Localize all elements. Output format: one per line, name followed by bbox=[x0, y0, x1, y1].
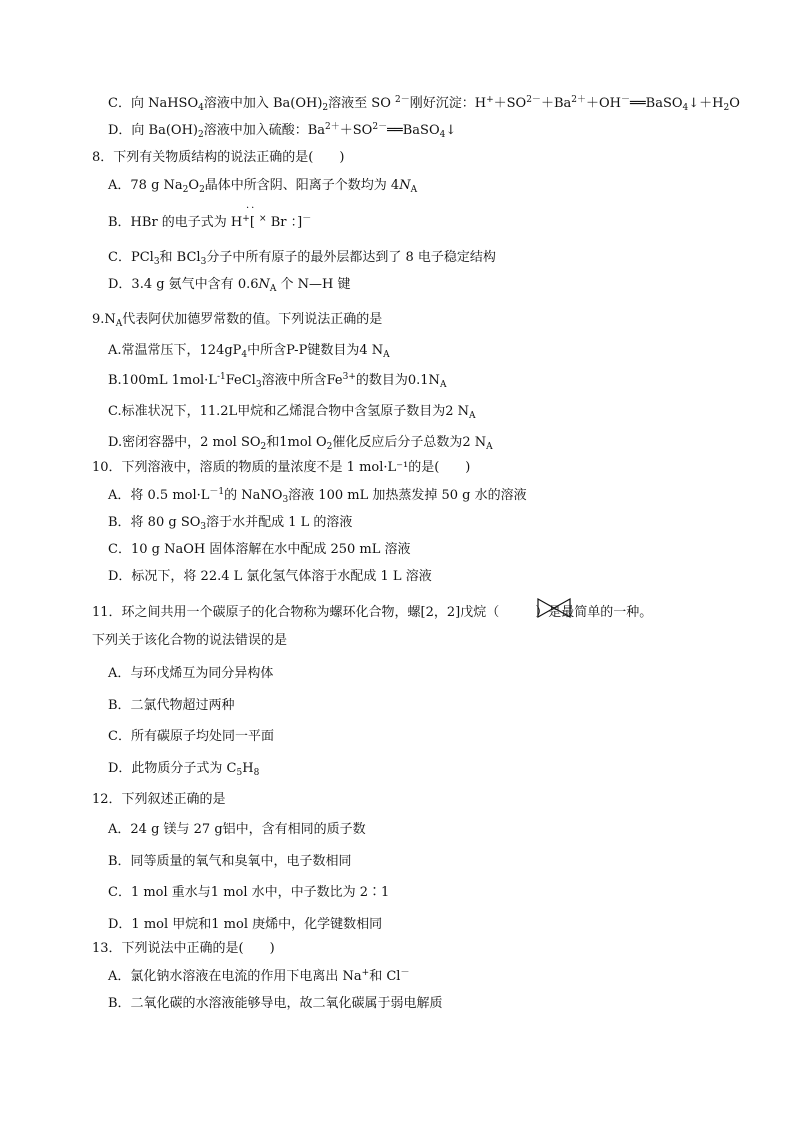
q11-option-d: D．此物质分子式为 $C_5H_8$ bbox=[108, 761, 260, 778]
q10-option-d: D．标况下，将 22.4 L 氯化氢气体溶于水配成 1 L 溶液 bbox=[108, 569, 432, 584]
q9-option-a: A.常温常压下，$124gP_4$中所含P-P键数目为4 $N_A$ bbox=[108, 343, 390, 360]
q11-stem-line2: 下列关于该化合物的说法错误的是 bbox=[92, 633, 288, 648]
q12-option-d: D．1 mol 甲烷和1 mol 庚烯中，化学键数相同 bbox=[108, 917, 383, 932]
q9-option-c: C.标准状况下，11.2L甲烷和乙烯混合物中含氢原子数目为2 $N_A$ bbox=[108, 404, 476, 421]
q7-option-d: D．向 $Ba(OH)_2$溶液中加入硫酸：$Ba^{2+}+SO^{2-}══BaSO_4↓$ bbox=[108, 122, 457, 140]
q10-stem: 10．下列溶液中，溶质的物质的量浓度不是 1 mol·L⁻¹的是( ) bbox=[92, 460, 471, 475]
q11-stem-line1: 11．环之间共用一个碳原子的化合物称为螺环化合物，螺[2，2]戊烷（ ）是最简单的一种。 bbox=[92, 605, 653, 620]
q13-option-b: B．二氧化碳的水溶液能够导电，故二氧化碳属于弱电解质 bbox=[108, 996, 443, 1011]
q8-option-d: D．3.4 g 氨气中含有 $0.6N_A$ 个 N—H 键 bbox=[108, 277, 351, 294]
electron-dots: ·· bbox=[246, 203, 257, 214]
q13-stem: 13．下列说法中正确的是( ) bbox=[92, 941, 275, 956]
q9-option-b: B.100mL $1mol\cdot L^{-1}FeCl_3$溶液中所含$Fe^{3+}$的数目为$0.1N_A$ bbox=[108, 372, 447, 390]
q9-stem: $9.N_A$代表阿伏加德罗常数的值。下列说法正确的是 bbox=[92, 312, 383, 329]
q7-option-c: C．向 NaHSO$_4$溶液中加入 $Ba(OH)_2$溶液至 SO $^{2-}$刚好沉淀：$H^++SO^{2-}+Ba^{2+}+OH^-══BaSO_4↓+H_2O$ bbox=[108, 95, 740, 113]
q10-option-a: A．将 0.5 $mol\cdot L^{-1}$的 NaNO$_3$溶液 100 mL 加热蒸发掉 50 g 水的溶液 bbox=[108, 487, 527, 505]
q8-stem: 8．下列有关物质结构的说法正确的是( ) bbox=[92, 150, 345, 165]
q12-option-a: A．24 g 镁与 27 g铝中，含有相同的质子数 bbox=[108, 822, 366, 837]
q11-option-a: A．与环戊烯互为同分异构体 bbox=[108, 666, 274, 681]
spiropentane-structure-icon bbox=[536, 596, 572, 620]
q8-option-c: C．PCl$_3$和 BCl$_3$分子中所有原子的最外层都达到了 8 电子稳定结构 bbox=[108, 250, 496, 267]
q10-option-c: C．10 g NaOH 固体溶解在水中配成 250 mL 溶液 bbox=[108, 542, 411, 557]
q12-option-c: C．1 mol 重水与1 mol 水中，中子数比为 2∶1 bbox=[108, 885, 390, 900]
q12-stem: 12．下列叙述正确的是 bbox=[92, 792, 226, 807]
q11-option-c: C．所有碳原子均处同一平面 bbox=[108, 729, 274, 744]
q8-option-b: B．HBr 的电子式为 H+[ × Br ：]－ bbox=[108, 214, 312, 230]
q9-option-d: D.密闭容器中，2 mol $SO_2$和1mol $O_2$催化反应后分子总数为2 $N_A$ bbox=[108, 435, 493, 452]
q10-option-b: B．将 80 g $SO_3$溶于水并配成 1 L 的溶液 bbox=[108, 515, 353, 532]
q11-option-b: B．二氯代物超过两种 bbox=[108, 698, 235, 713]
q13-option-a: A．氯化钠水溶液在电流的作用下电离出 Na+和 Cl－ bbox=[108, 968, 410, 984]
q8-option-a: A．78 g $Na_2O_2$晶体中所含阴、阳离子个数均为 $4N_A$ bbox=[108, 178, 418, 195]
q12-option-b: B．同等质量的氧气和臭氧中，电子数相同 bbox=[108, 854, 352, 869]
